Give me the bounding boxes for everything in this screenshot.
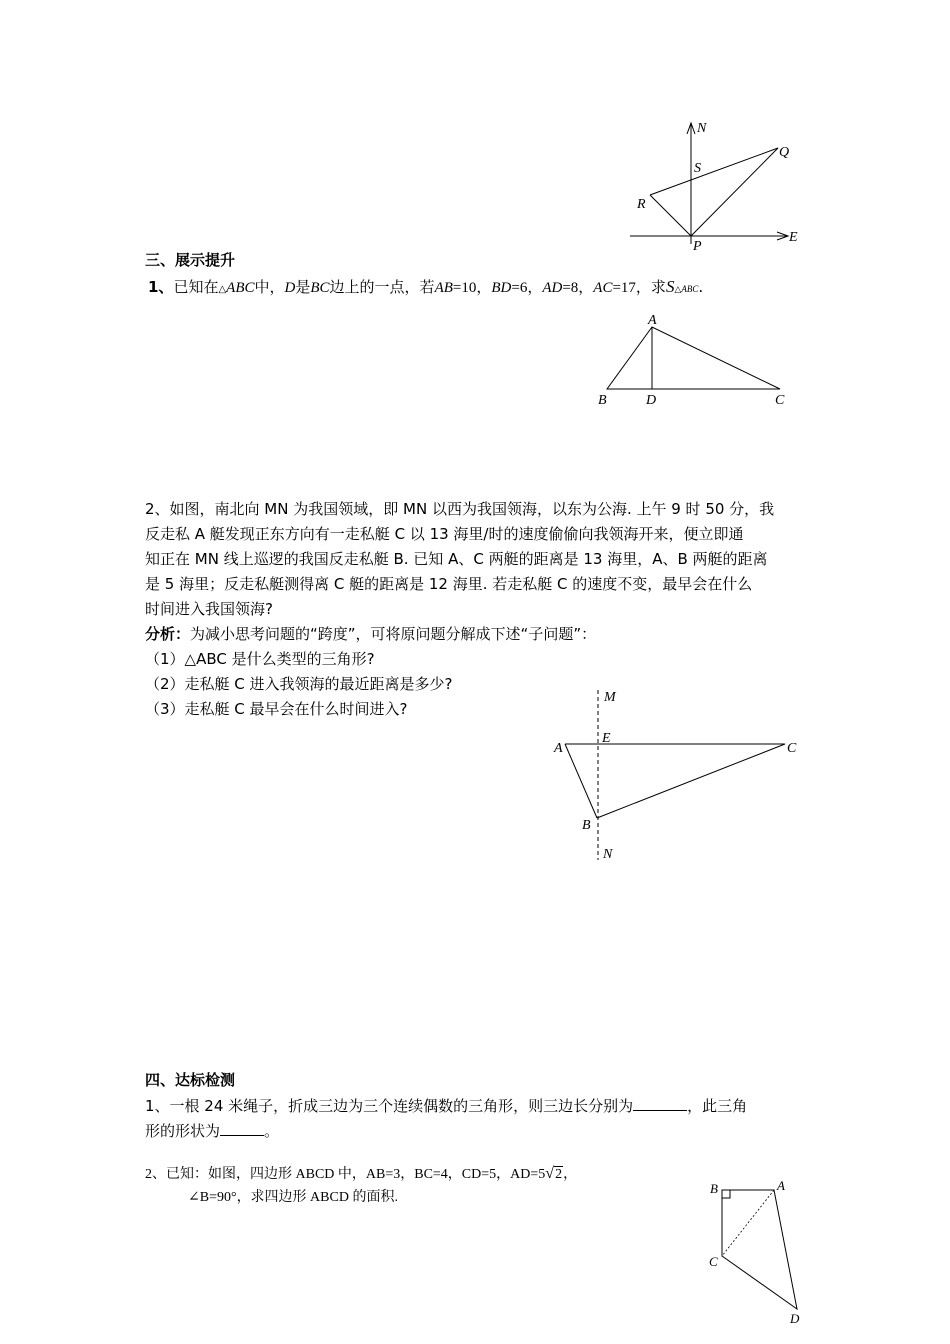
segment-ab — [565, 744, 597, 818]
label-e: E — [602, 731, 611, 746]
q2-line-1: 2、如图，南北向 MN 为我国领域，即 MN 以西为我国领海，以东为公海. 上午 9 时 50 分，我 — [145, 500, 775, 518]
diagonal-ac — [722, 1190, 774, 1256]
q2-analysis — [145, 622, 596, 647]
label-q: Q — [779, 145, 790, 160]
q1-ab-label: AB — [434, 280, 453, 296]
label-c: C — [775, 393, 785, 408]
label-m: M — [604, 690, 616, 705]
sub-question-1: （1）△ABC 是什么类型的三角形? — [145, 650, 375, 668]
answer-blank-2[interactable] — [220, 1120, 264, 1136]
label-a: A — [648, 313, 657, 328]
compass-figure — [620, 112, 820, 252]
quadrilateral-abcd — [722, 1190, 797, 1309]
segment-pq — [691, 148, 778, 236]
analysis-text: 为减小思考问题的“跨度”，可将原问题分解成下述“子问题”： — [190, 625, 597, 643]
label-b: B — [710, 1181, 718, 1196]
label-n: N — [697, 121, 707, 136]
s4-q2-line-2: ∠B=90°，求四边形 ABCD 的面积. — [188, 1190, 398, 1205]
q1-number: 1、 — [148, 278, 174, 296]
triangle-abc — [607, 327, 780, 389]
segment-bc — [597, 744, 785, 818]
q1-bd-label: BD — [491, 280, 512, 296]
triangle-abc-figure — [592, 308, 792, 410]
q1-ac-label: AC — [593, 280, 613, 296]
s4-q1-line-2 — [145, 1119, 279, 1144]
q1-ad-value: =8， — [562, 280, 594, 296]
section4-heading: 四、达标检测 — [145, 1071, 236, 1089]
label-b: B — [598, 393, 607, 408]
q1-ad-label: AD — [542, 280, 563, 296]
q2-line-4: 是 5 海里；反走私艇测得离 C 艇的距离是 12 海里. 若走私艇 C 的速度不变，最早会在什么 — [145, 575, 753, 593]
q1-abc: ABC — [226, 280, 255, 296]
q2-line-5: 时间进入我国领海? — [145, 600, 273, 618]
analysis-label: 分析： — [145, 625, 191, 643]
s4-q1-text-d: 。 — [264, 1122, 280, 1140]
label-c: C — [709, 1254, 718, 1269]
sub-question-3: （3）走私艇 C 最早会在什么时间进入? — [145, 700, 408, 718]
triangle-symbol: △ — [218, 284, 227, 295]
answer-blank-1[interactable] — [633, 1095, 687, 1111]
quad-figure — [700, 1174, 810, 1334]
q1-t2: 是 — [295, 278, 311, 296]
q2-line-3: 知正在 MN 线上巡逻的我国反走私艇 B. 已知 A、C 两艇的距离是 13 海里，A、B 两艇的距离 — [145, 550, 768, 568]
s4-q1-text-b: ，此三角 — [687, 1097, 748, 1115]
label-p: P — [693, 239, 702, 252]
label-s: S — [694, 161, 701, 176]
right-angle-mark — [722, 1190, 730, 1198]
q1-ab-value: =10， — [452, 280, 492, 296]
label-a: A — [777, 1178, 785, 1193]
section3-heading: 三、展示提升 — [145, 251, 236, 269]
s4-q1-text-c: 形的形状为 — [145, 1122, 221, 1140]
q1-d: D — [284, 280, 296, 296]
label-d: D — [790, 1311, 800, 1326]
q1-ac-value: =17，求 — [612, 280, 666, 296]
label-n: N — [603, 847, 613, 862]
q1-t3: 边上的一点，若 — [329, 278, 435, 296]
sqrt-symbol: √ — [545, 1165, 555, 1182]
s4-q1-line-1 — [145, 1094, 747, 1119]
s4-q2-text: 2、已知：如图，四边形 ABCD 中，AB=3，BC=4，CD=5，AD=5 — [145, 1167, 546, 1182]
s4-q2-line-1 — [145, 1162, 577, 1187]
segment-rq — [650, 148, 778, 195]
q1-bc: BC — [310, 280, 330, 296]
label-e: E — [789, 230, 798, 245]
q1-t1: 中， — [254, 278, 285, 296]
s4-q2-end: ， — [563, 1167, 578, 1182]
q1-end: . — [698, 278, 704, 296]
q1-bd-value: =6， — [511, 280, 543, 296]
q2-line-2: 反走私 A 艇发现正东方向有一走私艇 C 以 13 海里/时的速度偷偷向我领海开来，便立即通 — [145, 525, 744, 543]
q1-s-subscript: △ABC — [674, 284, 699, 294]
sub-question-2: （2）走私艇 C 进入我领海的最近距离是多少? — [145, 675, 453, 693]
label-c: C — [787, 741, 797, 756]
label-a: A — [554, 741, 563, 756]
label-d: D — [646, 393, 657, 408]
question-1 — [148, 274, 703, 302]
label-b: B — [582, 818, 591, 833]
segment-rp — [650, 195, 691, 236]
q1-s: S — [665, 277, 675, 296]
q1-prefix: 已知在 — [173, 278, 219, 296]
sqrt-value: 2 — [555, 1167, 563, 1182]
label-r: R — [637, 197, 646, 212]
sea-figure — [548, 684, 808, 866]
s4-q1-text-a: 1、一根 24 米绳子，折成三边为三个连续偶数的三角形，则三边长分别为 — [145, 1097, 634, 1115]
